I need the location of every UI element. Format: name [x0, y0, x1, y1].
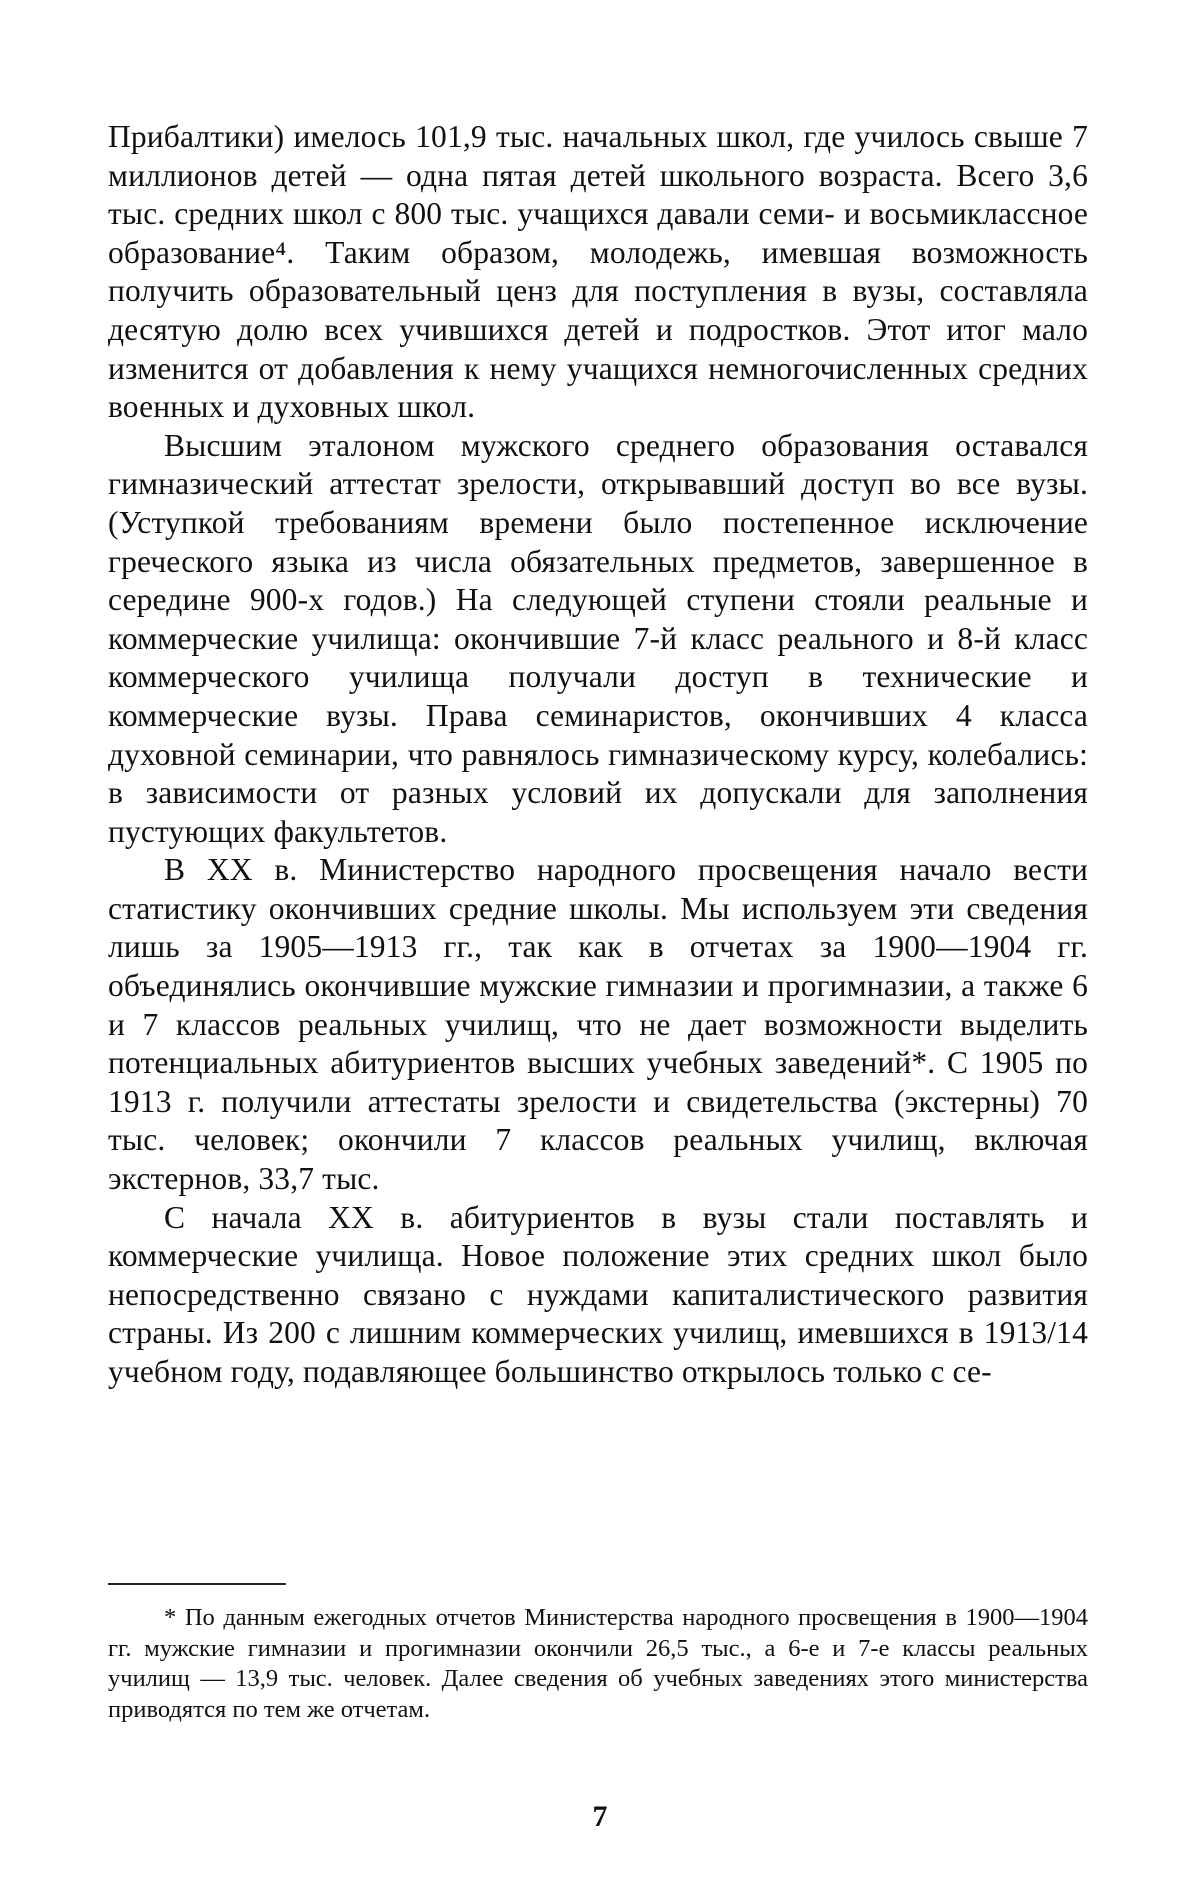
footnotes	[108, 1603, 1088, 1725]
paragraph-4: С начала XX в. абитуриентов в вузы стали поставлять и коммерческие училища. Новое положение этих средних школ было непосредственно связано с нуждами капиталистического развития страны. Из 200 с лишним коммерческих училищ, имевшихся в 1913/14 учебном году, подавляющее большинство открылось только с се-	[108, 1199, 1088, 1389]
paragraph-2: Высшим эталоном мужского среднего образования оставался гимназический аттестат зрелости, открывавший доступ во все вузы. (Уступкой требованиям времени было постепенное исключение греческого языка из числа обязательных предметов, завершенное в середине 900-х годов.) На следующей ступени стояли реальные и коммерческие училища: окончившие 7-й класс реального и 8-й класс коммерческого училища получали доступ в технические и коммерческие вузы. Права семинаристов, окончивших 4 класса духовной семинарии, что равнялось гимназическому курсу, колебались: в зависимости от разных условий их допускали для заполнения пустующих факультетов.	[108, 427, 1088, 849]
footnote-divider	[108, 1583, 286, 1585]
footnote-1: * По данным ежегодных отчетов Министерства народного просвещения в 1900—1904 гг. мужские гимназии и прогимназии окончили 26,5 тыс., а 6-е и 7-е классы реальных училищ — 13,9 тыс. человек. Далее сведения об учебных заведениях этого министерства приводятся по тем же отчетам.	[108, 1604, 1088, 1723]
paragraph-1: Прибалтики) имелось 101,9 тыс. начальных школ, где училось свыше 7 миллионов детей — одна пятая детей школьного возраста. Всего 3,6 тыс. средних школ с 800 тыс. учащихся давали семи- и восьмиклассное образование⁴. Таким образом, молодежь, имевшая возможность получить образовательный ценз для поступления в вузы, составляла десятую долю всех учившихся детей и подростков. Этот итог мало изменится от добавления к нему учащихся немногочисленных средних военных и духовных школ.	[108, 119, 1088, 425]
main-text	[108, 118, 1088, 1392]
page-number: 7	[592, 1800, 608, 1833]
paragraph-3: В XX в. Министерство народного просвещения начало вести статистику окончивших средние школы. Мы используем эти сведения лишь за 1905—1913 гг., так как в отчетах за 1900—1904 гг. объединялись окончившие мужские гимназии и прогимназии, а также 6 и 7 классов реальных училищ, что не дает возможности выделить потенциальных абитуриентов высших учебных заведений*. С 1905 по 1913 г. получили аттестаты зрелости и свидетельства (экстерны) 70 тыс. человек; окончили 7 классов реальных училищ, включая экстернов, 33,7 тыс.	[108, 852, 1088, 1197]
